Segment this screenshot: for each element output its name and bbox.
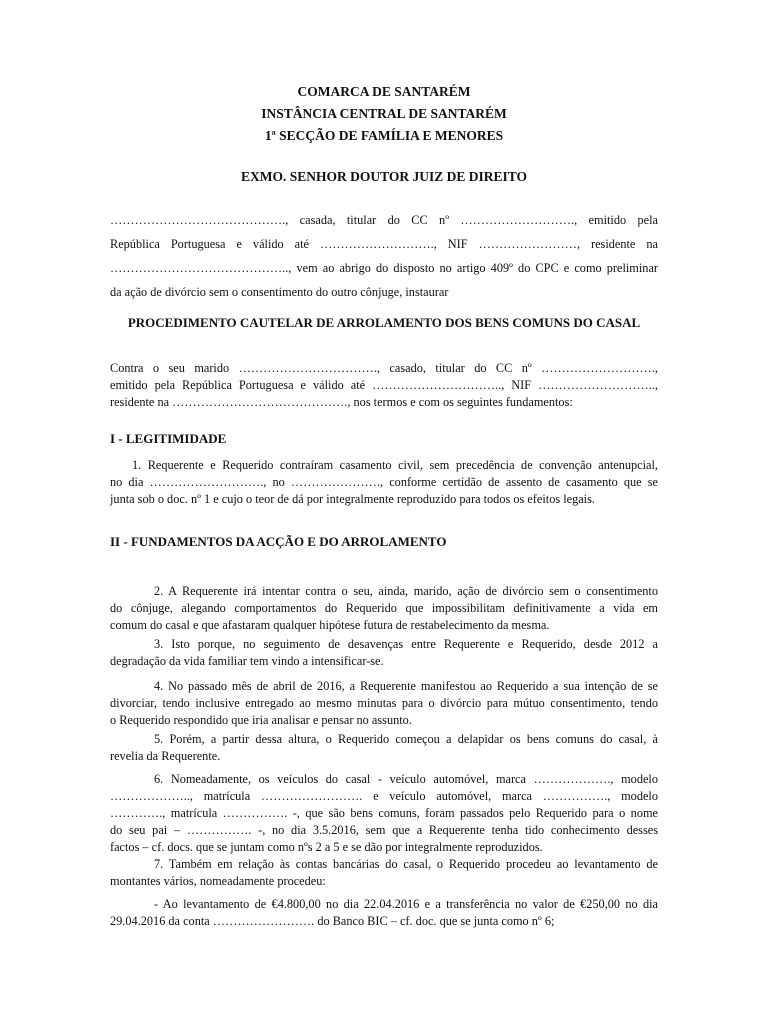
paragraph-1-line: junta sob o doc. nº 1 e cujo o teor de dá por integralmente reproduzido para todos os efeitos legais. [110, 492, 595, 506]
section-heading-legitimidade: I - LEGITIMIDADE [110, 431, 227, 446]
paragraph-4-line: 4. No passado mês de abril de 2016, a Requerente manifestou ao Requerido a sua intenção de se [154, 679, 658, 693]
paragraph-1 [110, 457, 658, 508]
paragraph-withdrawal-line: - Ao levantamento de €4.800,00 no dia 22.04.2016 e a transferência no valor de €250,00 no dia [154, 897, 658, 911]
intro-line: …………………………………….., vem ao abrigo do disposto no artigo 409º do CPC e como preliminar [110, 261, 658, 275]
paragraph-1-line: 1. Requerente e Requerido contraíram casamento civil, sem precedência de convenção antenupcial, [132, 458, 658, 472]
paragraph-6 [110, 771, 658, 856]
procedure-title: PROCEDIMENTO CAUTELAR DE ARROLAMENTO DOS BENS COMUNS DO CASAL [127, 315, 641, 330]
paragraph-withdrawal-line: 29.04.2016 da conta ……………………. do Banco BIC – cf. doc. que se junta como nº 6; [110, 914, 555, 928]
intro-paragraph [110, 211, 658, 302]
contra-paragraph [110, 360, 658, 411]
intro-line: da ação de divórcio sem o consentimento do outro cônjuge, instaurar [110, 285, 449, 299]
paragraph-6-line: do seu pai – ……………. -, no dia 3.5.2016, sem que a Requerente tenha tido conhecimento desses [110, 823, 658, 837]
paragraph-3 [110, 636, 658, 670]
intro-line: República Portuguesa e válido até ………………………., NIF ……………………, residente na [110, 237, 658, 251]
section-heading-fundamentos: II - FUNDAMENTOS DA ACÇÃO E DO ARROLAMENTO [110, 534, 447, 549]
paragraph-4-line: o Requerido respondido que iria analisar e pensar no assunto. [110, 713, 412, 727]
paragraph-4-line: divorciar, tendo inclusive entregado ao mesmo minutas para o divórcio para mútuo consentimento, tendo [110, 696, 658, 710]
paragraph-5-line: 5. Porém, a partir dessa altura, o Requerido começou a delapidar os bens comuns do casal, à [154, 732, 658, 746]
paragraph-5-line: revelia da Requerente. [110, 749, 221, 763]
paragraph-3-line: 3. Isto porque, no seguimento de desavenças entre Requerente e Requerido, desde 2012 a [154, 637, 658, 651]
salutation: EXMO. SENHOR DOUTOR JUIZ DE DIREITO [240, 169, 528, 184]
paragraph-4 [110, 678, 658, 729]
paragraph-7 [110, 856, 658, 890]
paragraph-6-line: 6. Nomeadamente, os veículos do casal - veículo automóvel, marca ………………., modelo [154, 772, 658, 786]
court-name: COMARCA DE SANTARÉM [297, 84, 471, 99]
paragraph-2-line: comum do casal e que afastaram qualquer hipótese futura de restabelecimento da mesma. [110, 618, 550, 632]
paragraph-5 [110, 731, 658, 765]
paragraph-withdrawal [110, 896, 658, 930]
paragraph-6-line: …………., matrícula ……………. -, que são bens comuns, foram passados pelo Requerido para o nome [110, 806, 658, 820]
intro-line: ……………………………………., casada, titular do CC nº ………………………., emitido pela [110, 213, 658, 227]
contra-line: residente na ……………………………………., nos termos e com os seguintes fundamentos: [110, 395, 573, 409]
paragraph-6-line: ……………….., matrícula ……………………. e veículo automóvel, marca ……………., modelo [110, 789, 658, 803]
paragraph-7-line: 7. Também em relação às contas bancárias do casal, o Requerido procedeu ao levantamento de [154, 857, 658, 871]
paragraph-1-line: no dia ………………………., no …………………., conforme certidão de assento de casamento que se [110, 475, 658, 489]
paragraph-2-line: do cônjuge, alegando comportamentos do Requerido que impossibilitam definitivamente a vida em [110, 601, 658, 615]
paragraph-2 [110, 583, 658, 634]
contra-line: Contra o seu marido ……………………………., casado, titular do CC nº ………………………., [110, 361, 658, 375]
paragraph-2-line: 2. A Requerente irá intentar contra o seu, ainda, marido, ação de divórcio sem o consentimento [154, 584, 658, 598]
court-instance: INSTÂNCIA CENTRAL DE SANTARÉM [261, 106, 507, 121]
paragraph-6-line: factos – cf. docs. que se juntam como nºs 2 a 5 e se dão por integralmente reproduzidos. [110, 840, 543, 854]
contra-line: emitido pela República Portuguesa e válido até ………………………….., NIF ……………………….., [110, 378, 658, 392]
paragraph-7-line: montantes vários, nomeadamente procedeu: [110, 874, 326, 888]
court-section: 1ª SECÇÃO DE FAMÍLIA E MENORES [264, 128, 504, 143]
paragraph-3-line: degradação da vida familiar tem vindo a intensificar-se. [110, 654, 384, 668]
